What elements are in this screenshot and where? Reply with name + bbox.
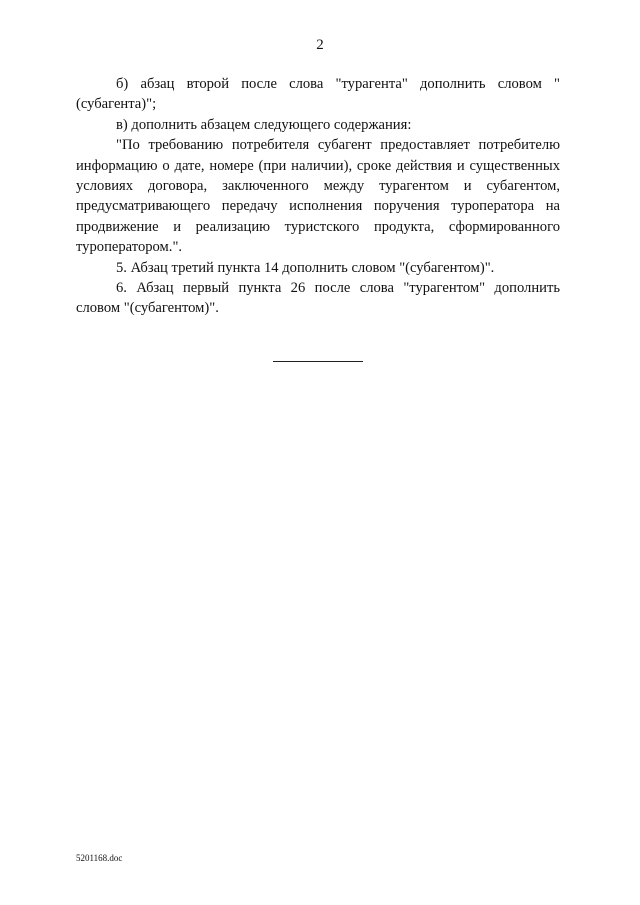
- paragraph-item-6: 6. Абзац первый пункта 26 после слова "турагентом" дополнить словом "(субагентом)".: [76, 280, 560, 317]
- document-id: 5201168.doc: [76, 853, 123, 863]
- paragraph-b: б) абзац второй после слова "турагента" дополнить словом "(субагента)";: [76, 76, 560, 113]
- paragraph-v: в) дополнить абзацем следующего содержания:: [116, 116, 412, 133]
- paragraph-item-5: 5. Абзац третий пункта 14 дополнить словом "(субагентом)".: [116, 259, 495, 276]
- page-number: 2: [316, 37, 324, 53]
- paragraph-quote: "По требованию потребителя субагент предоставляет потребителю информацию о дате, номере (при наличии), сроке действия и существенных условиях договора, заключенного между турагентом и субагентом, предусматривающего передачу исполнения поручения туроператора на продвижение и реализацию туристского продукта, сформированного туроператором.".: [76, 137, 560, 256]
- end-separator-line: [273, 361, 363, 362]
- document-body: [76, 74, 560, 319]
